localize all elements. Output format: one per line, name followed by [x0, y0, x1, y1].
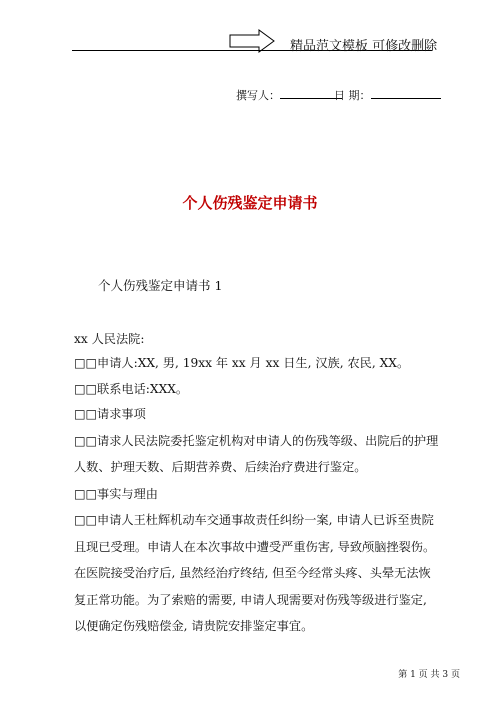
subtitle: 个人伤残鉴定申请书 1 [98, 278, 223, 293]
date-field [334, 87, 441, 103]
date-blank [371, 87, 441, 99]
author-label: 撰写人： [236, 89, 280, 102]
date-label: 日 期： [334, 89, 371, 102]
author-field [236, 87, 342, 103]
document-title: 个人伤残鉴定申请书 [182, 194, 318, 212]
author-blank [280, 87, 342, 99]
request-line-1: □□请求人民法院委托鉴定机构对申请人的伤残等级、出院后的护理 [74, 434, 439, 448]
facts-line-2: 且现已受理。申请人在本次事故中遭受严重伤害, 导致颅脑挫裂伤。 [74, 540, 436, 554]
page-number: 第 1 页 共 3 页 [398, 670, 460, 680]
facts-heading: □□事实与理由 [74, 487, 158, 501]
facts-line-1: □□申请人王杜辉机动车交通事故责任纠纷一案, 申请人已诉至贵院 [74, 513, 434, 527]
phone-line: □□联系电话:XXX。 [74, 382, 189, 396]
request-line-2: 人数、护理天数、后期营养费、后续治疗费进行鉴定。 [74, 460, 367, 474]
request-heading: □□请求事项 [74, 407, 146, 421]
applicant-line: □□申请人:XX, 男, 19xx 年 xx 月 xx 日生, 汉族, 农民, XX。 [74, 356, 410, 370]
facts-line-3: 在医院接受治疗后, 虽然经治疗终结, 但至今经常头疼、头晕无法恢 [74, 566, 431, 580]
facts-line-5: 以便确定伤残赔偿金, 请贵院安排鉴定事宜。 [74, 619, 314, 633]
facts-line-4: 复正常功能。为了索赔的需要, 申请人现需要对伤残等级进行鉴定, [74, 593, 427, 607]
header-label: 精品范文模板 可修改删除 [290, 39, 438, 54]
addressee: xx 人民法院: [74, 332, 145, 346]
